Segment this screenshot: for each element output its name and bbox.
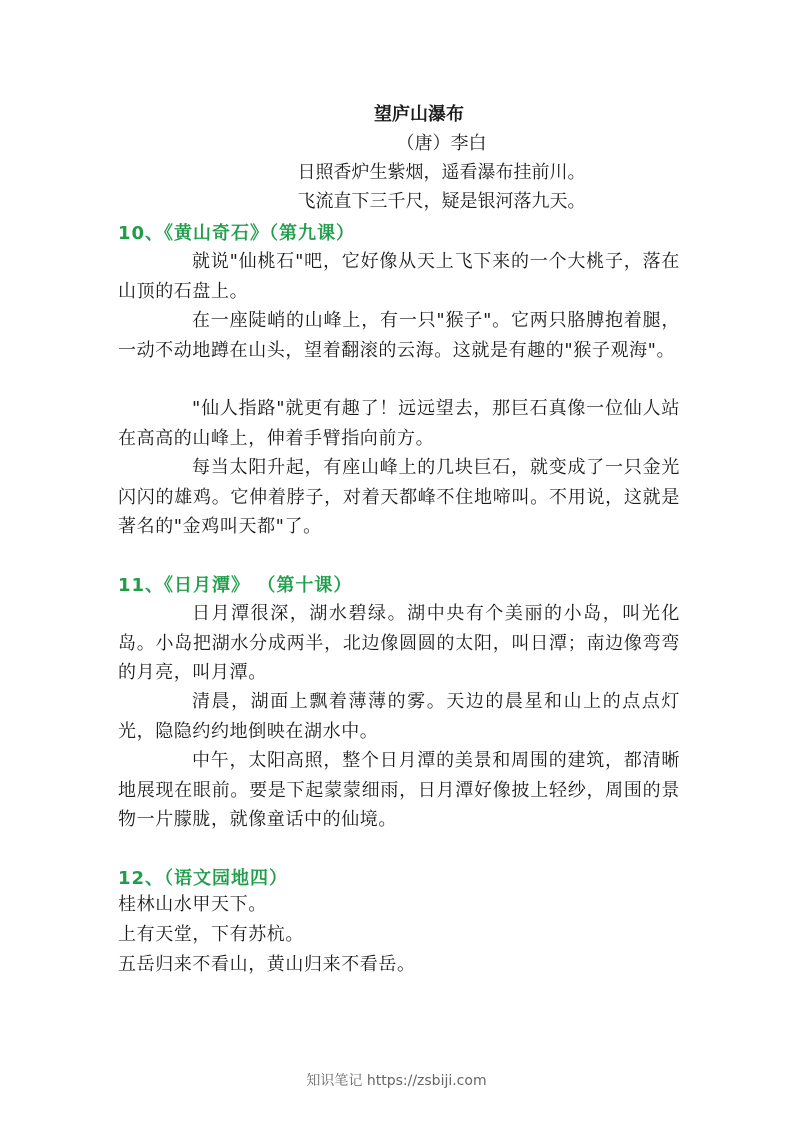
poem-line: 日照香炉生紫烟，遥看瀑布挂前川。 bbox=[297, 162, 586, 183]
paragraph: 每当太阳升起，有座山峰上的几块巨石，就变成了一只金光闪闪的雄鸡。它伸着脖子，对着天都峰不住地啼叫。不用说，这就是著名的"金鸡叫天都"了。 bbox=[118, 457, 680, 537]
poem-author: （唐）李白 bbox=[396, 133, 487, 154]
paragraph: 日月潭很深，湖水碧绿。湖中央有个美丽的小岛，叫光化岛。小岛把湖水分成两半，北边像圆圆的太阳，叫日潭；南边像弯弯的月亮，叫月潭。 bbox=[118, 603, 680, 683]
text-line: 上有天堂，下有苏杭。 bbox=[118, 924, 304, 945]
poem-title: 望庐山瀑布 bbox=[374, 104, 464, 125]
section-heading-11: 11、《日月潭》 （第十课） bbox=[118, 575, 353, 596]
section-heading-10: 10、《黄山奇石》（第九课） bbox=[118, 223, 356, 244]
paragraph: 就说"仙桃石"吧，它好像从天上飞下来的一个大桃子，落在山顶的石盘上。 bbox=[118, 251, 680, 302]
text-line: 五岳归来不看山，黄山归来不看岳。 bbox=[118, 954, 416, 975]
paragraph: "仙人指路"就更有趣了！远远望去，那巨石真像一位仙人站在高高的山峰上，伸着手臂指向前方。 bbox=[118, 398, 680, 449]
text-line: 桂林山水甲天下。 bbox=[118, 894, 267, 915]
section-heading-12: 12、（语文园地四） bbox=[118, 868, 289, 889]
paragraph: 中午，太阳高照，整个日月潭的美景和周围的建筑，都清晰地展现在眼前。要是下起蒙蒙细雨，日月潭好像披上轻纱，周围的景物一片朦胧，就像童话中的仙境。 bbox=[118, 750, 680, 830]
poem-line: 飞流直下三千尺，疑是银河落九天。 bbox=[297, 191, 586, 212]
paragraph: 在一座陡峭的山峰上，有一只"猴子"。它两只胳膊抱着腿，一动不动地蹲在山头，望着翻滚的云海。这就是有趣的"猴子观海"。 bbox=[118, 310, 680, 361]
poem-block bbox=[0, 100, 793, 216]
footer-watermark: 知识笔记 https://zsbiji.com bbox=[306, 1073, 487, 1089]
paragraph: 清晨，湖面上飘着薄薄的雾。天边的晨星和山上的点点灯光，隐隐约约地倒映在湖水中。 bbox=[118, 691, 680, 742]
